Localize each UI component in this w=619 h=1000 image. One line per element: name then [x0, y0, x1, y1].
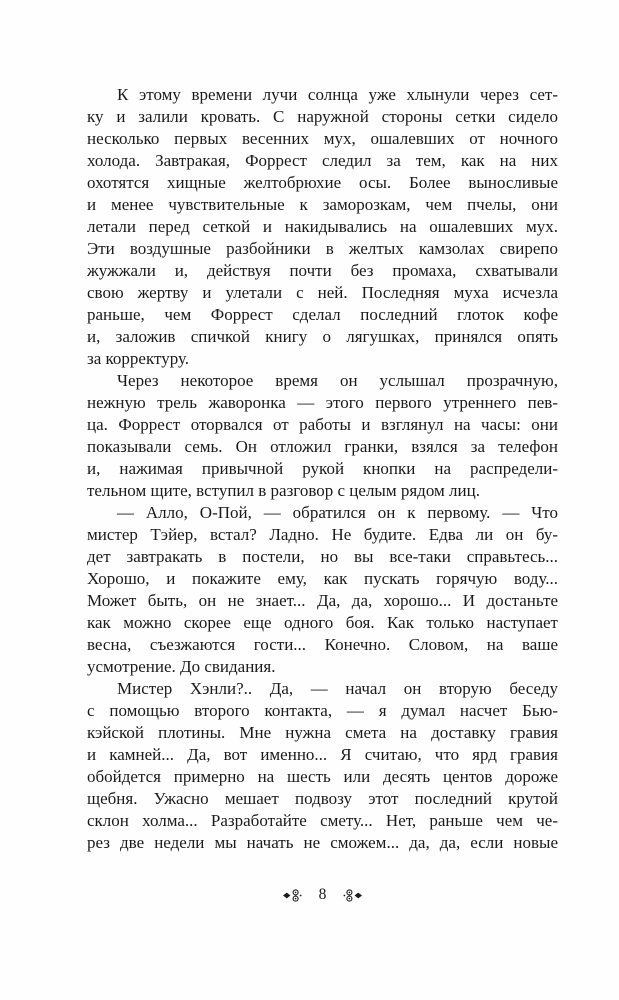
text-line: Может быть, он не знает... Да, да, хорошо... И достаньте	[87, 591, 558, 610]
text-line: летали перед сеткой и накидывались на ошалевших мух.	[87, 217, 558, 236]
text-line: Мистер Хэнли?.. Да, — начал он вторую беседу	[117, 679, 558, 698]
text-line: ку и залили кровать. С наружной стороны сетки сидело	[87, 107, 558, 126]
page-number: 8	[318, 886, 327, 903]
text-line: с помощью второго контакта, — я думал насчет Бью-	[87, 701, 558, 720]
text-line: показывали семь. Он отложил гранки, взялся за телефон	[87, 437, 558, 456]
paragraph	[87, 502, 558, 678]
text-line: тельном щите, вступил в разговор с целым рядом лиц.	[87, 481, 480, 500]
text-line: мистер Тэйер, встал? Ладно. Не будите. Едва ли он бу-	[87, 525, 558, 544]
text-line: и, заложив спичкой книгу о лягушках, принялся опять	[87, 327, 558, 346]
text-line: обойдется примерно на шесть или десять центов дороже	[87, 767, 558, 786]
text-line: холода. Завтракая, Форрест следил за тем, как на них	[87, 151, 558, 170]
text-block	[87, 84, 558, 854]
text-line: свою жертву и улетали с ней. Последняя муха исчезла	[87, 283, 558, 302]
text-line: за корректуру.	[87, 349, 190, 368]
paragraph	[87, 678, 558, 854]
page-footer	[87, 886, 558, 904]
text-line: охотятся хищные желтобрюхие осы. Более выносливые	[87, 173, 558, 192]
text-line: несколько первых весенних мух, ошалевших от ночного	[87, 129, 558, 148]
text-line: и менее чувствительные к заморозкам, чем пчелы, они	[87, 195, 558, 214]
text-line: щебня. Ужасно мешает подвозу этот последний крутой	[87, 789, 558, 808]
paragraph	[87, 84, 558, 370]
text-line: Через некоторое время он услышал прозрачную,	[117, 371, 558, 390]
fleuron-arrow-left-icon	[283, 889, 302, 902]
text-line: раньше, чем Форрест сделал последний глоток кофе	[87, 305, 558, 324]
text-line: дет завтракать в постели, но вы все-таки справьтесь...	[87, 547, 558, 566]
text-line: и, нажимая привычной рукой кнопки на распредели-	[87, 459, 558, 478]
text-line: — Алло, О-Пой, — обратился он к первому. — Что	[117, 503, 558, 522]
text-line: и камней... Да, вот именно... Я считаю, что ярд гравия	[87, 745, 558, 764]
text-line: как можно скорее еще одного боя. Как только наступает	[87, 613, 558, 632]
text-line: К этому времени лучи солнца уже хлынули через сет-	[117, 85, 558, 104]
text-line: Эти воздушные разбойники в желтых камзолах свирепо	[87, 239, 558, 258]
text-line: рез две недели мы начать не сможем... да, да, если новые	[87, 833, 558, 852]
text-line: Хорошо, и покажите ему, как пускать горячую воду...	[87, 569, 558, 588]
text-line: нежную трель жаворонка — этого первого утреннего пев-	[87, 393, 558, 412]
text-line: жужжали и, действуя почти без промаха, схватывали	[87, 261, 558, 280]
text-line: усмотрение. До свидания.	[87, 657, 276, 676]
paragraph	[87, 370, 558, 502]
fleuron-arrow-right-icon	[343, 889, 362, 902]
text-line: кэйской плотины. Мне нужна смета на доставку гравия	[87, 723, 558, 742]
text-line: склон холма... Разработайте смету... Нет, раньше чем че-	[87, 811, 558, 830]
text-line: ца. Форрест оторвался от работы и взглянул на часы: они	[87, 415, 558, 434]
text-line: весна, съезжаются гости... Конечно. Словом, на ваше	[87, 635, 558, 654]
